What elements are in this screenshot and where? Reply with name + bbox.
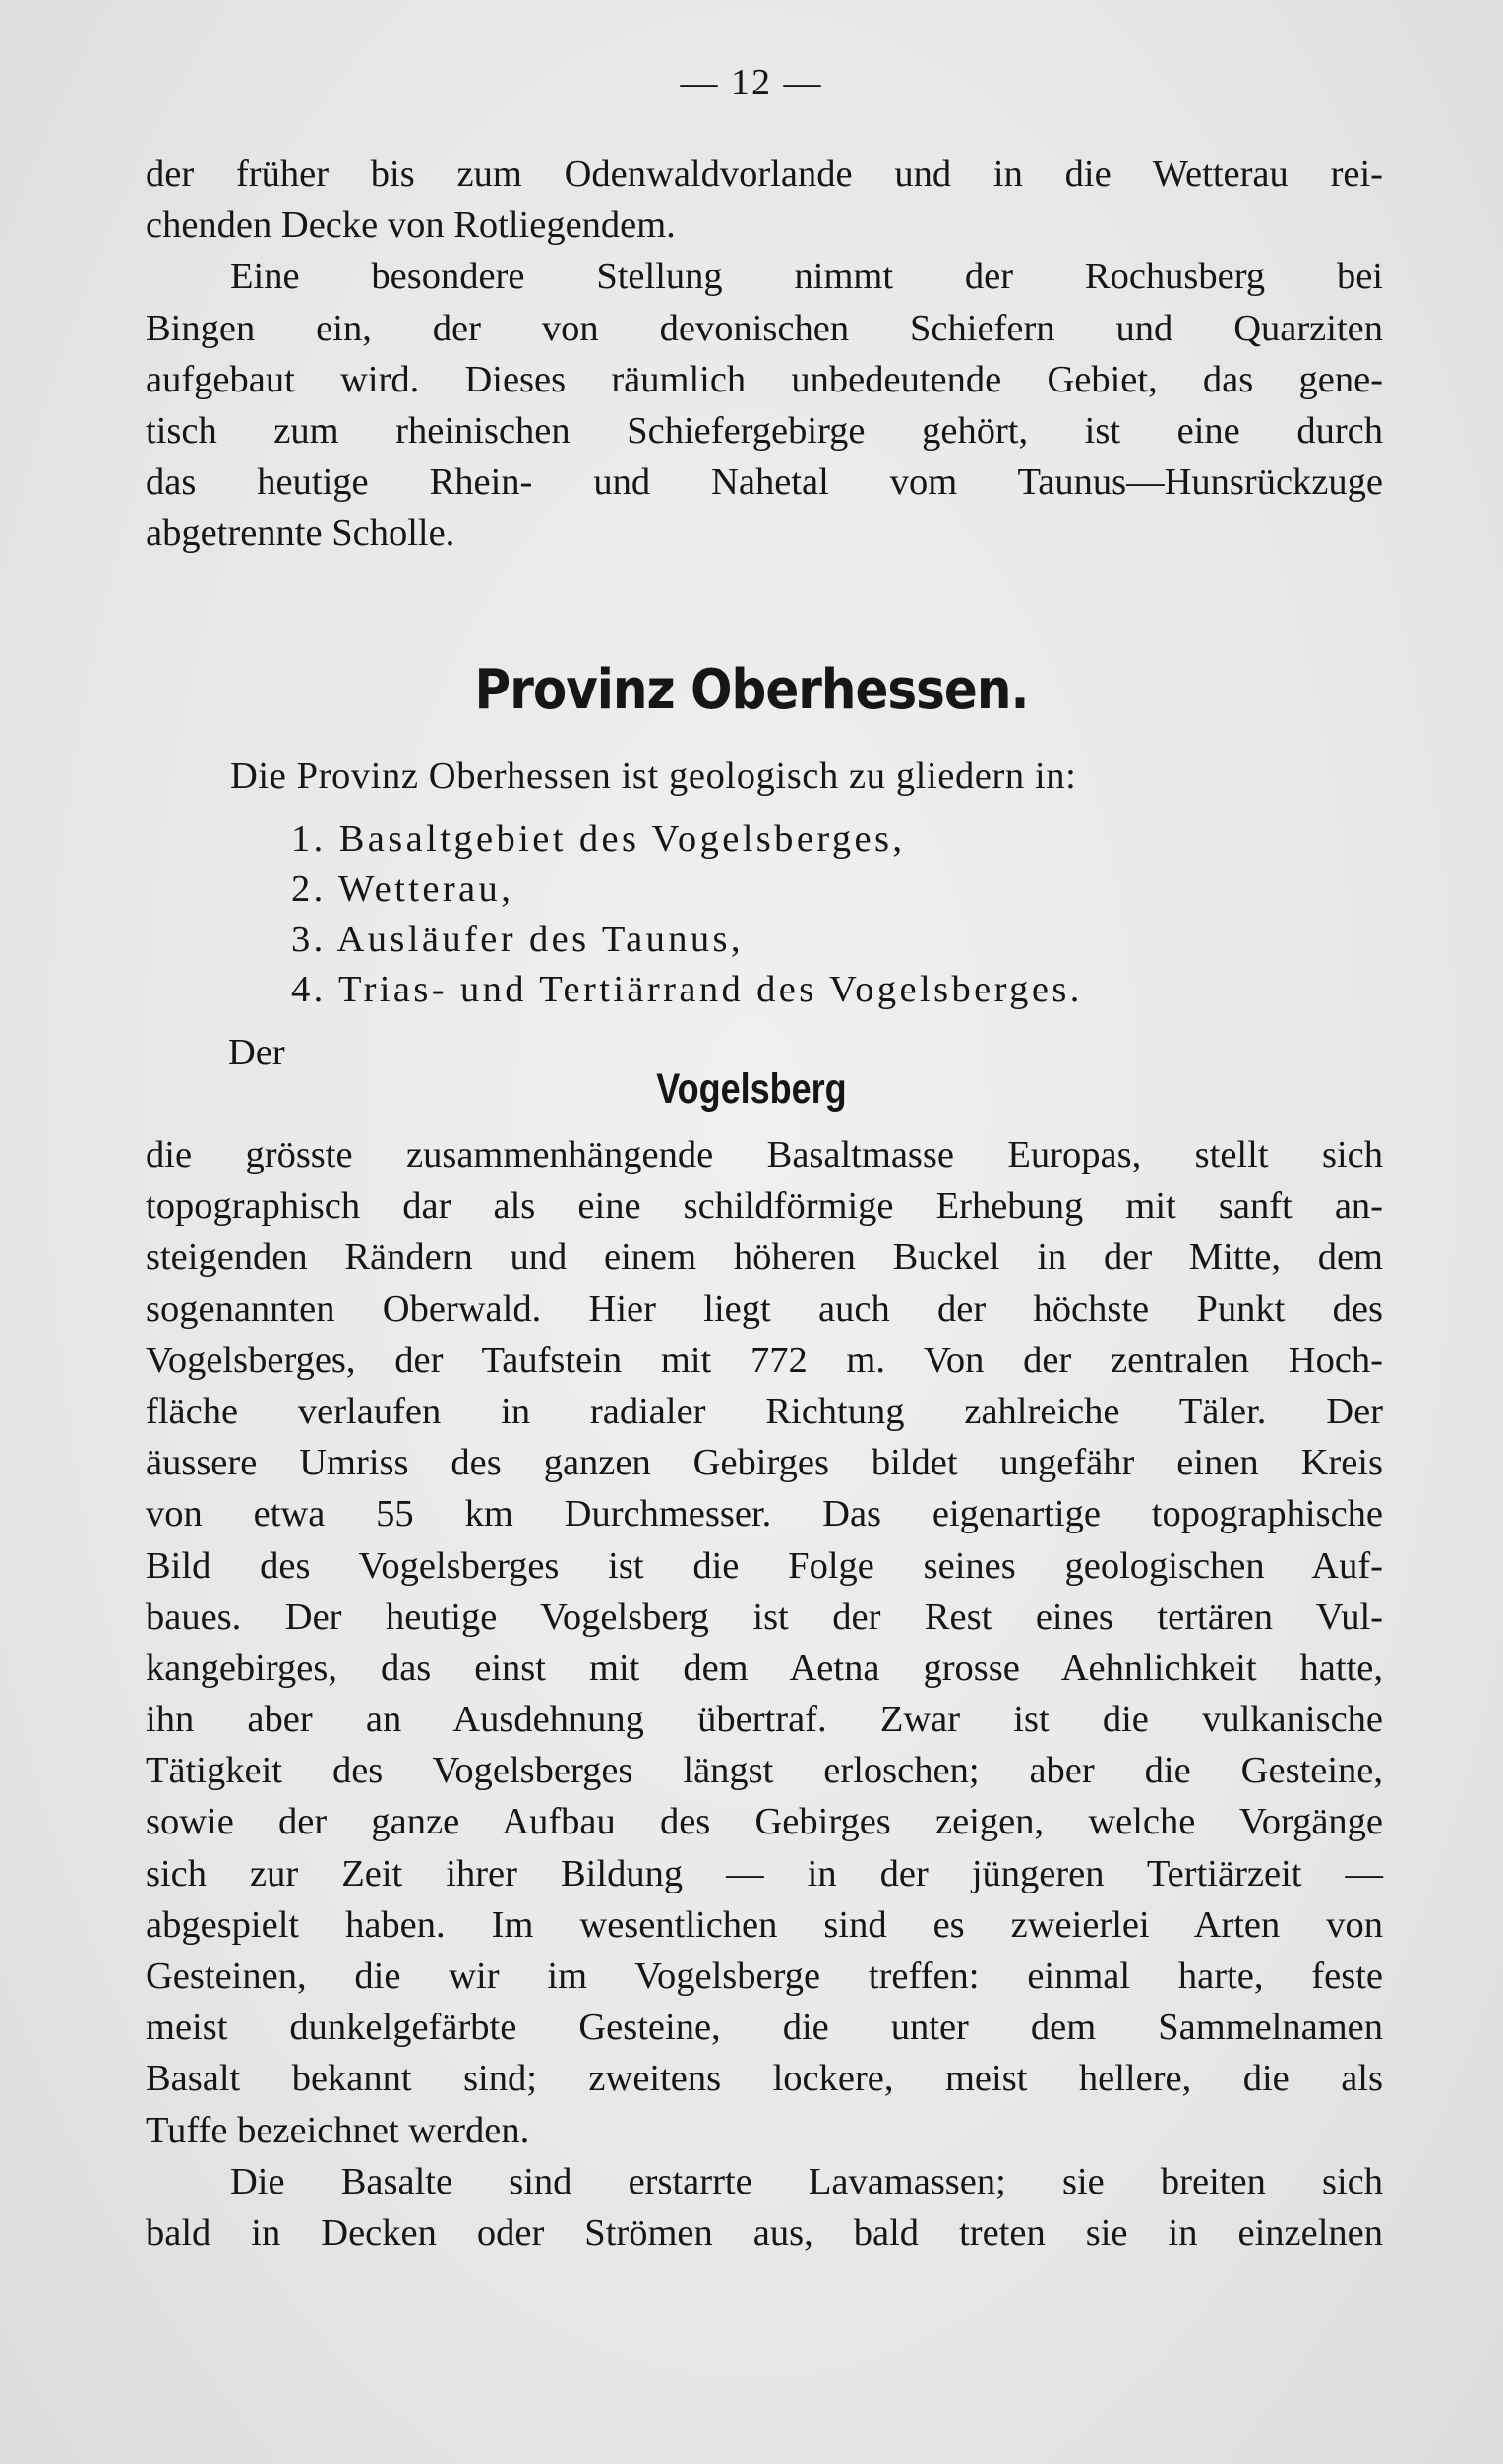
text-line: äussere Umriss des ganzen Gebirges bildet ungefähr einen Kreis — [146, 1442, 1383, 1484]
body-text-block — [146, 1129, 1383, 2258]
text-line: Bild des Vogelsberges ist die Folge seines geologischen Auf- — [146, 1544, 1383, 1587]
text-line: ihn aber an Ausdehnung übertraf. Zwar ist die vulkanische — [146, 1699, 1383, 1741]
text-line: Vogelsberges, der Taufstein mit 772 m. Von der zentralen Hoch- — [146, 1339, 1383, 1381]
text-line: chenden Decke von Rotliegendem. — [146, 205, 676, 247]
list-item: 2. Wetterau, — [291, 869, 514, 910]
list-item: 3. Ausläufer des Taunus, — [291, 919, 744, 960]
text-line: meist dunkelgefärbte Gesteine, die unter dem Sammelnamen — [146, 2007, 1383, 2049]
text-line: von etwa 55 km Durchmesser. Das eigenartige topographische — [146, 1493, 1383, 1535]
intro-text: Die Provinz Oberhessen ist geologisch zu gliedern in: — [230, 755, 1077, 797]
text-line: fläche verlaufen in radialer Richtung zahlreiche Täler. Der — [146, 1390, 1383, 1432]
text-line: Die Basalte sind erstarrte Lavamassen; sie breiten sich — [230, 2160, 1383, 2202]
text-line: Tätigkeit des Vogelsberges längst erloschen; aber die Gesteine, — [146, 1750, 1383, 1792]
text-line: Basalt bekannt sind; zweitens lockere, meist hellere, die als — [146, 2058, 1383, 2100]
numbered-list — [291, 814, 1083, 1015]
text-line: baues. Der heutige Vogelsberg ist der Rest eines tertären Vul- — [146, 1595, 1383, 1638]
text-line: die grösste zusammenhängende Basaltmasse Europas, stellt sich — [146, 1134, 1383, 1175]
text-line: topographisch dar als eine schildförmige Erhebung mit sanft an- — [146, 1185, 1383, 1228]
text-line: Eine besondere Stellung nimmt der Rochusberg bei — [230, 256, 1383, 298]
text-line: Tuffe bezeichnet werden. — [146, 2109, 530, 2151]
page-number: — 12 — — [680, 62, 823, 103]
text-line: abgetrennte Scholle. — [146, 512, 455, 555]
text-line: tisch zum rheinischen Schiefergebirge gehört, ist eine durch — [146, 409, 1383, 451]
section-heading: Provinz Oberhessen. — [474, 657, 1029, 722]
list-item: 4. Trias- und Tertiärrand des Vogelsberges. — [291, 969, 1083, 1010]
text-line: sogenannten Oberwald. Hier liegt auch der höchste Punkt des — [146, 1288, 1383, 1330]
text-line: kangebirges, das einst mit dem Aetna grosse Aehnlichkeit hatte, — [146, 1647, 1383, 1689]
text-line: Bingen ein, der von devonischen Schiefern und Quarziten — [146, 307, 1383, 349]
text-line: der früher bis zum Odenwaldvorlande und in die Wetterau rei- — [146, 153, 1383, 195]
text-line: bald in Decken oder Strömen aus, bald treten sie in einzelnen — [146, 2211, 1383, 2254]
text-line: Gesteinen, die wir im Vogelsberge treffen: einmal harte, feste — [146, 1955, 1383, 1997]
text-line: abgespielt haben. Im wesentlichen sind es zweierlei Arten von — [146, 1903, 1383, 1946]
text-line: aufgebaut wird. Dieses räumlich unbedeutende Gebiet, das gene- — [146, 358, 1383, 400]
list-item: 1. Basaltgebiet des Vogelsberges, — [291, 818, 906, 860]
text-line: steigenden Rändern und einem höheren Buckel in der Mitte, dem — [146, 1236, 1383, 1279]
text-line: sich zur Zeit ihrer Bildung — in der jüngeren Tertiärzeit — — [146, 1852, 1383, 1894]
top-text-block — [146, 149, 1383, 560]
der-label: Der — [228, 1032, 285, 1073]
text-line: sowie der ganze Aufbau des Gebirges zeigen, welche Vorgänge — [146, 1801, 1383, 1843]
text-line: das heutige Rhein- und Nahetal vom Taunus—Hunsrückzuge — [146, 461, 1383, 504]
subheading: Vogelsberg — [656, 1064, 847, 1112]
